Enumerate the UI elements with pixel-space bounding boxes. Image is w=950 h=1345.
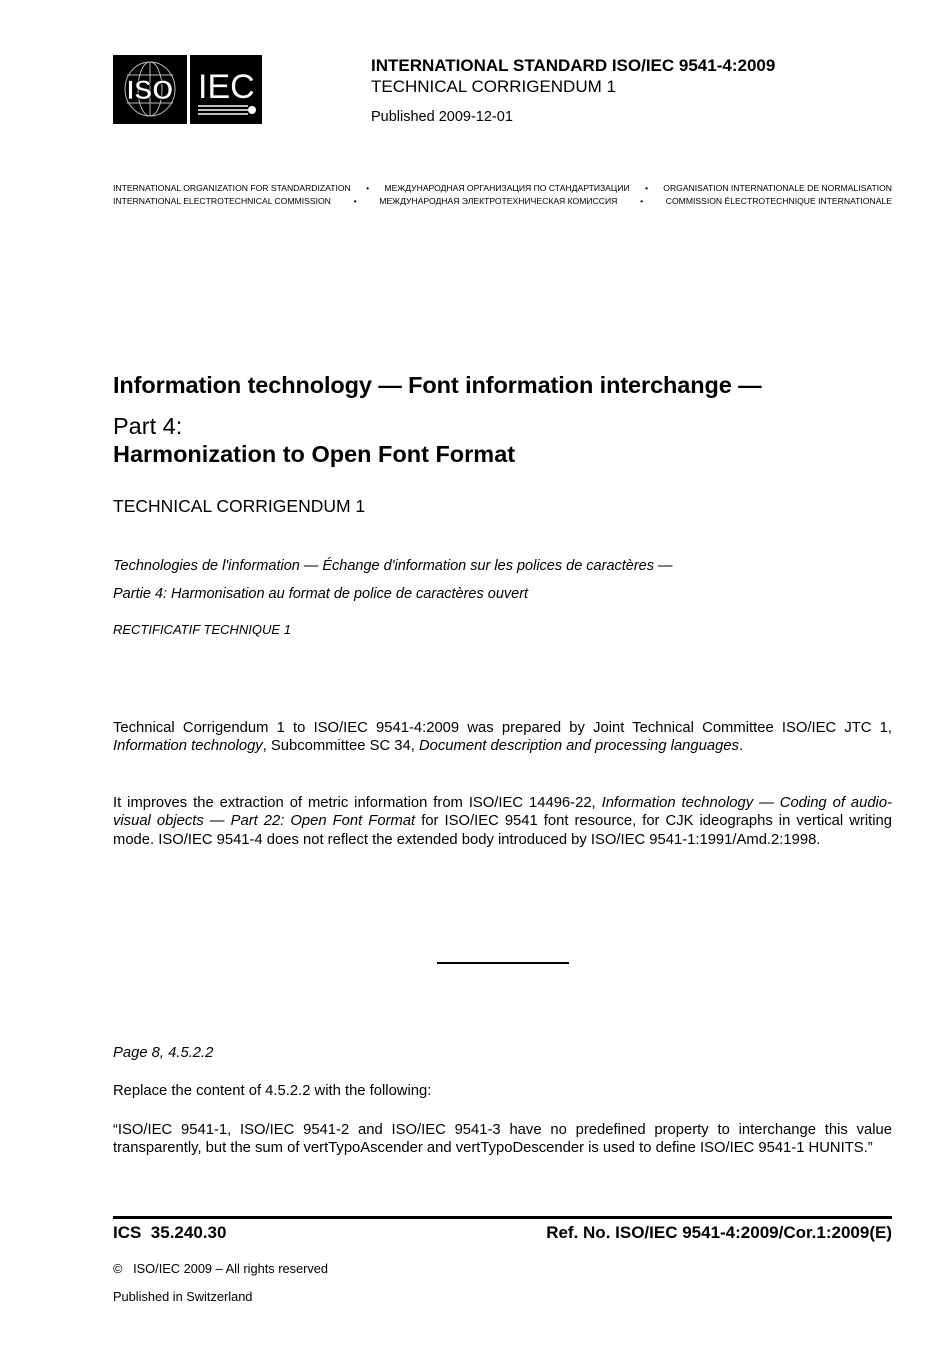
correction-location: Page 8, 4.5.2.2 [113,1045,214,1061]
correction-text: “ISO/IEC 9541-1, ISO/IEC 9541-2 and ISO/IEC 9541-3 have no predefined property to interchange this value transparently, but the sum of vertTypoAscender and vertTypoDescender is used to define ISO/IEC 9541-1 HUNITS.” [113,1122,892,1157]
correction-instruction: Replace the content of 4.5.2.2 with the following: [113,1083,432,1099]
corrigendum-label: TECHNICAL CORRIGENDUM 1 [113,496,366,516]
iso-logo [113,55,187,124]
reference-number: Ref. No. ISO/IEC 9541-4:2009/Cor.1:2009(E) [546,1223,892,1242]
french-part: Partie 4: Harmonisation au format de police de caractères ouvert [113,586,529,602]
section-divider [437,962,569,964]
french-corrigendum: RECTIFICATIF TECHNIQUE 1 [113,622,291,637]
intro-paragraph-2: It improves the extraction of metric information from ISO/IEC 14496-22, Information technology — Coding of audio-visual objects — Part 22: Open Font Format for ISO/IEC 9541 font resource, for CJK ideographs in vertical writing mode. ISO/IEC 9541-4 does not reflect the extended body introduced by ISO/IEC 9541-1:1991/Amd.2:1998. [113,795,892,848]
globe-icon [113,55,187,124]
published-date: Published 2009-12-01 [371,109,513,125]
footer-rule [113,1216,892,1219]
document-part: Part 4: [113,413,183,439]
copyright-notice: © ISO/IEC 2009 – All rights reserved [113,1261,328,1276]
organizations-line-2: INTERNATIONAL ELECTROTECHNICAL COMMISSION • МЕЖДУНАРОДНАЯ ЭЛЕКТРОТЕХНИЧЕСКАЯ КОМИССИЯ • COMMISSION ÉLECTROTECHNIQUE INTERNATIONALE [113,196,892,206]
standard-title: INTERNATIONAL STANDARD ISO/IEC 9541-4:2009 [371,56,776,75]
ics-code: ICS 35.240.30 [113,1223,227,1242]
document-title: Information technology — Font information interchange — [113,372,762,398]
svg-text:IEC: IEC [198,68,255,106]
svg-text:ISO: ISO [126,75,174,105]
published-in: Published in Switzerland [113,1289,253,1304]
standard-subtitle: TECHNICAL CORRIGENDUM 1 [371,77,616,96]
iso-iec-logo [113,55,262,124]
french-title: Technologies de l'information — Échange d'information sur les polices de caractères — [113,558,673,574]
document-subtitle: Harmonization to Open Font Format [113,441,516,467]
organizations-line-1: INTERNATIONAL ORGANIZATION FOR STANDARDIZATION • МЕЖДУНАРОДНАЯ ОРГАНИЗАЦИЯ ПО СТАНДАРТИЗАЦИИ • ORGANISATION INTERNATIONALE DE NORMALISATION [113,183,892,193]
intro-paragraph-1: Technical Corrigendum 1 to ISO/IEC 9541-4:2009 was prepared by Joint Technical Committee ISO/IEC JTC 1, Information technology, Subcommittee SC 34, Document description and processing languages. [113,720,892,755]
iec-logo [190,55,262,124]
